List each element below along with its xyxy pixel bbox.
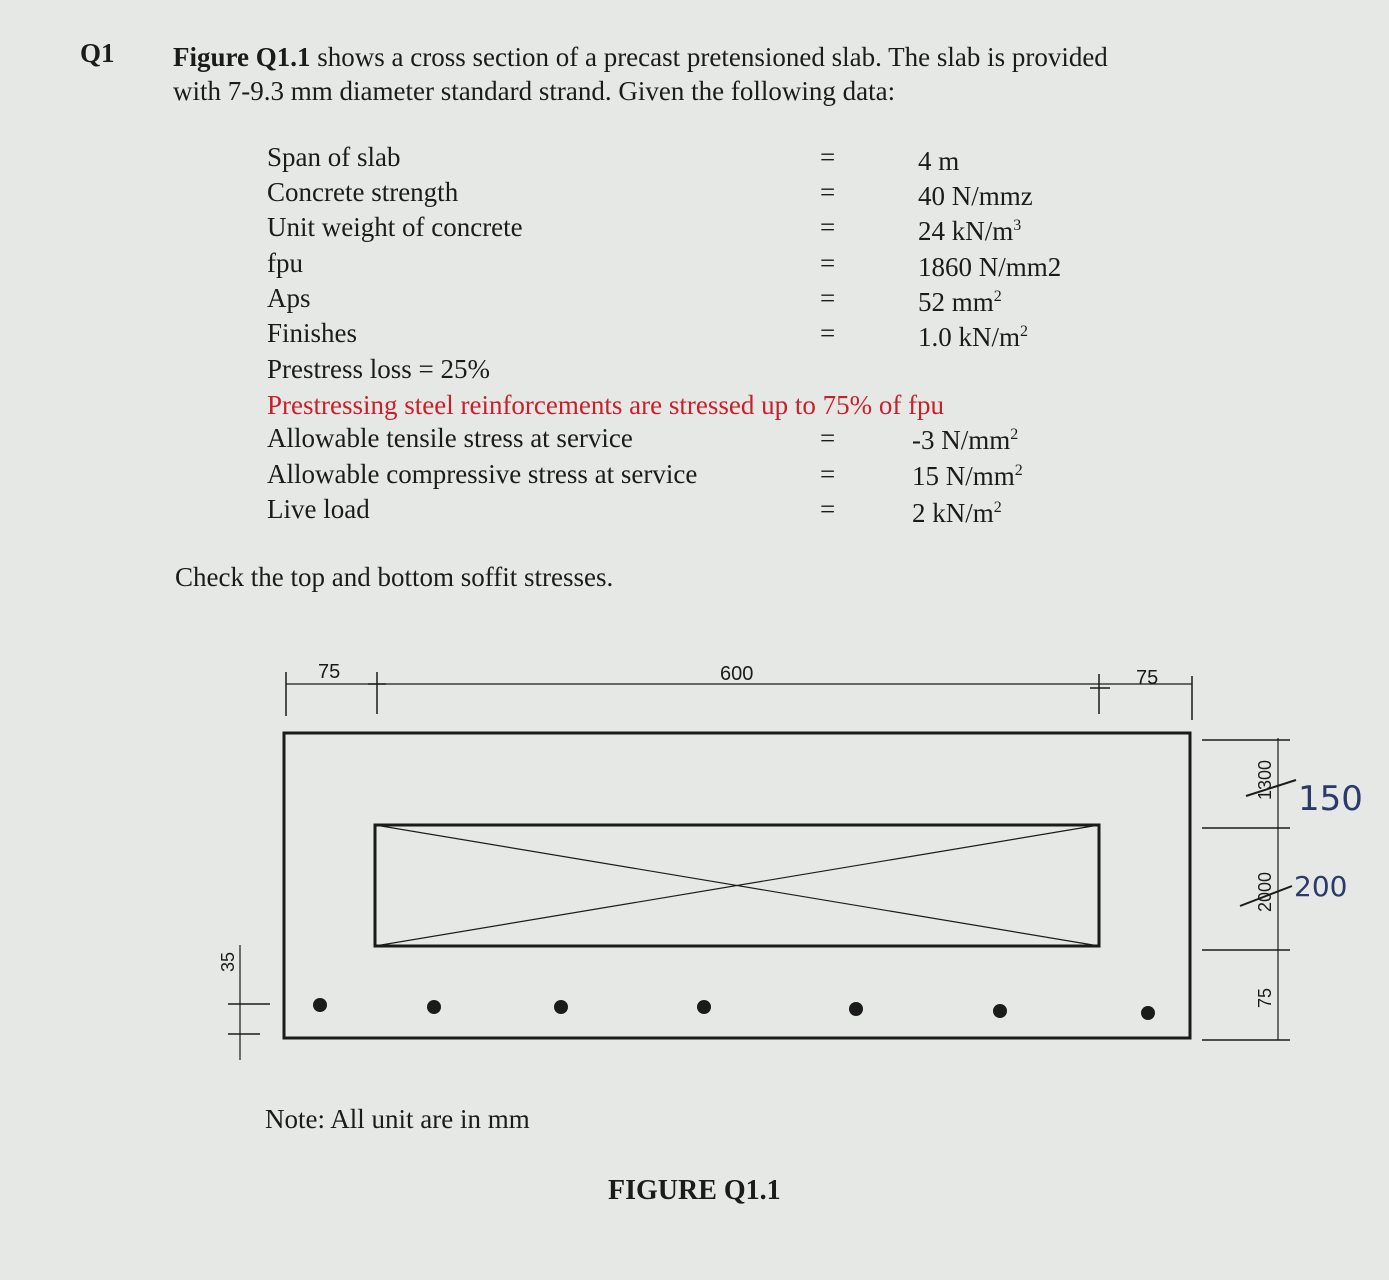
figure-reference: Figure Q1.1 [173, 42, 311, 72]
eq-span: = [820, 142, 836, 172]
label-live-load: Live load [267, 494, 370, 524]
eq-aps: = [820, 283, 836, 313]
dim-top-left: 75 [318, 661, 341, 683]
label-unit-weight: Unit weight of concrete [267, 212, 523, 242]
eq-fpu: = [820, 248, 836, 278]
value-span: 4 m [918, 146, 960, 176]
value-allowable-compressive: 15 $N/mm^2$ [912, 461, 1023, 491]
dim-top-mid: 600 [720, 663, 754, 685]
hand-annotation-top: 150 [1298, 779, 1363, 819]
label-concrete-strength: Concrete strength [267, 177, 459, 207]
value-allowable-tensile: -3 $N/mm^2$ [912, 425, 1019, 455]
dim-right-top: 1300 [1255, 759, 1275, 800]
dim-right-mid: 2000 [1255, 871, 1275, 912]
strand-7 [1141, 1006, 1155, 1020]
intro-line-2: with 7-9.3 mm diameter standard strand. Given the following data: [173, 76, 896, 106]
eq-concrete-strength: = [820, 177, 836, 207]
intro-line-1: shows a cross section of a precast pretensioned slab. The slab is provided [310, 42, 1108, 72]
figure-title: FIGURE Q1.1 [608, 1175, 781, 1206]
strand-1 [313, 998, 327, 1012]
strand-3 [554, 1000, 568, 1014]
value-fpu: 1860 N/mm2 [918, 252, 1062, 282]
value-concrete-strength: 40 N/mmz [918, 181, 1033, 211]
eq-allowable-tensile: = [820, 423, 836, 453]
check-instruction: Check the top and bottom soffit stresses. [175, 562, 614, 592]
dim-left: 35 [218, 951, 238, 972]
prestress-loss: Prestress loss = 25% [267, 354, 490, 384]
value-finishes: 1.0 $kN/m^2$ [918, 322, 1029, 352]
label-aps: Aps [267, 283, 311, 313]
label-allowable-tensile: Allowable tensile stress at service [267, 423, 633, 453]
stress-note: Prestressing steel reinforcements are stressed up to 75% of fpu [267, 390, 945, 420]
eq-finishes: = [820, 318, 836, 348]
value-unit-weight: 24 $kN/m^3$ [918, 216, 1022, 246]
strand-6 [993, 1004, 1007, 1018]
dim-right-bottom: 75 [1255, 987, 1275, 1008]
eq-allowable-compressive: = [820, 459, 836, 489]
strand-2 [427, 1000, 441, 1014]
eq-live-load: = [820, 494, 836, 524]
label-allowable-compressive: Allowable compressive stress at service [267, 459, 698, 489]
strand-5 [849, 1002, 863, 1016]
label-span: Span of slab [267, 142, 401, 172]
figure-note: Note: All unit are in mm [265, 1104, 530, 1134]
strand-4 [697, 1000, 711, 1014]
question-number: Q1 [80, 38, 115, 68]
value-aps: 52 $mm^2$ [918, 287, 1002, 317]
label-fpu: fpu [267, 248, 303, 278]
eq-unit-weight: = [820, 212, 836, 242]
label-finishes: Finishes [267, 318, 358, 348]
dim-top-right: 75 [1136, 667, 1159, 689]
hand-annotation-mid: 200 [1294, 870, 1348, 903]
value-live-load: 2 $kN/m^2$ [912, 498, 1002, 528]
